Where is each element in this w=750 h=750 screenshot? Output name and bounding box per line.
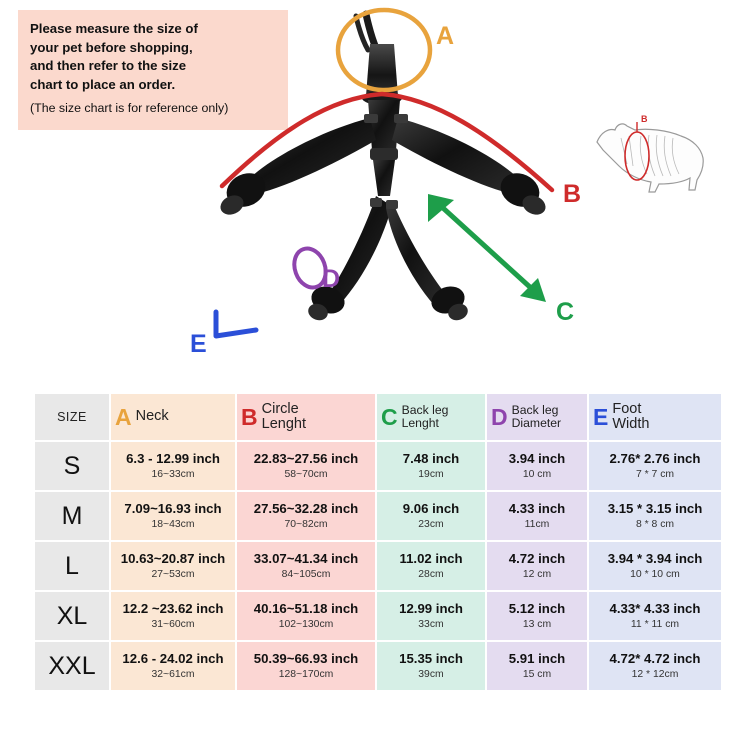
header-letter-e: E (593, 403, 609, 430)
cell-value: 4.33* 4.33 inch (609, 600, 701, 616)
cell-metric: 27~53cm (151, 568, 195, 580)
header-foot-title: Foot (612, 400, 642, 417)
cell-xl-neck (111, 592, 235, 640)
cell-metric: 7 * 7 cm (635, 468, 675, 480)
cell-metric: 10 cm (522, 468, 552, 480)
row-size-l: L (35, 542, 109, 590)
header-circle-title2: Lenght (261, 416, 306, 432)
table-row (35, 442, 721, 490)
cell-s-foot-width (589, 442, 721, 490)
cell-m-neck (111, 492, 235, 540)
cell-metric: 84~105cm (281, 568, 331, 580)
cell-value: 12.2 ~23.62 inch (122, 600, 224, 616)
row-size-m: M (35, 492, 109, 540)
cell-l-circle (237, 542, 375, 590)
cell-metric: 23cm (418, 518, 444, 530)
header-letter-b: B (241, 403, 258, 430)
cell-value: 33.07~41.34 inch (253, 550, 359, 566)
header-letter-d: D (491, 403, 508, 430)
cell-xxl-neck (111, 642, 235, 690)
cell-s-backleg-diameter (487, 442, 587, 490)
callout-d: D (322, 265, 341, 293)
cell-value: 12.6 - 24.02 inch (122, 650, 224, 666)
table-header-row (35, 394, 721, 440)
cell-metric: 11cm (524, 518, 550, 530)
notice-line-2: your pet before shopping, (30, 39, 193, 55)
header-diameter-title2: Diameter (511, 416, 562, 430)
cell-metric: 70~82cm (284, 518, 328, 530)
cell-xxl-foot-width (589, 642, 721, 690)
cell-s-circle (237, 442, 375, 490)
cell-metric: 8 * 8 cm (635, 518, 675, 530)
callout-c: C (556, 298, 575, 326)
notice-line-5: (The size chart is for reference only) (30, 100, 229, 115)
table-row (35, 542, 721, 590)
cell-metric: 128~170cm (278, 668, 334, 680)
cell-metric: 19cm (418, 468, 444, 480)
dog-diagram-label: B (641, 114, 648, 124)
cell-s-neck (111, 442, 235, 490)
cell-value: 5.91 inch (508, 650, 566, 666)
size-chart-table (33, 392, 723, 692)
header-neck (111, 394, 235, 440)
cell-value: 10.63~20.87 inch (120, 550, 226, 566)
notice-line-1: Please measure the size of (30, 21, 198, 36)
cell-value: 22.83~27.56 inch (253, 450, 359, 466)
row-size-xl: XL (35, 592, 109, 640)
cell-metric: 33cm (418, 618, 444, 630)
cell-l-foot-width (589, 542, 721, 590)
cell-value: 7.09~16.93 inch (124, 500, 222, 516)
dog-anatomy-diagram (583, 108, 718, 200)
header-circle-title: Circle (261, 400, 299, 417)
header-foot-title2: Width (612, 416, 650, 432)
cell-metric: 13 cm (522, 618, 552, 630)
cell-value: 6.3 - 12.99 inch (126, 450, 220, 466)
header-letter-c: C (381, 403, 398, 430)
cell-m-backleg-length (377, 492, 485, 540)
cell-l-backleg-length (377, 542, 485, 590)
cell-xl-backleg-length (377, 592, 485, 640)
cell-metric: 11 * 11 cm (630, 618, 680, 630)
product-photo (170, 0, 600, 380)
header-backleg-title2: Lenght (401, 416, 439, 430)
cell-metric: 31~60cm (151, 618, 195, 630)
cell-value: 4.33 inch (508, 500, 566, 516)
cell-l-backleg-diameter (487, 542, 587, 590)
cell-metric: 102~130cm (278, 618, 334, 630)
cell-value: 2.76* 2.76 inch (609, 450, 701, 466)
cell-value: 40.16~51.18 inch (253, 600, 359, 616)
cell-value: 7.48 inch (402, 450, 460, 466)
row-size-s: S (35, 442, 109, 490)
cell-value: 27.56~32.28 inch (253, 500, 359, 516)
cell-value: 11.02 inch (399, 550, 463, 566)
cell-xl-foot-width (589, 592, 721, 640)
notice-line-3: and then refer to the size (30, 58, 187, 74)
cell-m-circle (237, 492, 375, 540)
row-size-xxl: XXL (35, 642, 109, 690)
cell-value: 12.99 inch (399, 600, 463, 616)
cell-metric: 28cm (418, 568, 444, 580)
cell-value: 4.72 inch (508, 550, 566, 566)
table-row (35, 642, 721, 690)
header-neck-title: Neck (135, 408, 169, 425)
cell-metric: 32~61cm (151, 668, 195, 680)
cell-metric: 39cm (418, 668, 444, 680)
cell-value: 3.94 * 3.94 inch (607, 550, 703, 566)
header-foot-width (589, 394, 721, 440)
cell-value: 3.94 inch (508, 450, 566, 466)
cell-l-neck (111, 542, 235, 590)
cell-metric: 15 cm (522, 668, 552, 680)
cell-s-backleg-length (377, 442, 485, 490)
cell-metric: 12 cm (522, 568, 552, 580)
cell-value: 4.72* 4.72 inch (609, 650, 701, 666)
cell-xl-backleg-diameter (487, 592, 587, 640)
table-row (35, 492, 721, 540)
callout-a: A (436, 22, 455, 50)
cell-value: 5.12 inch (508, 600, 566, 616)
cell-metric: 12 * 12cm (631, 668, 679, 680)
cell-value: 50.39~66.93 inch (253, 650, 359, 666)
cell-metric: 10 * 10 cm (630, 568, 680, 580)
header-size: SIZE (35, 394, 109, 440)
cell-value: 3.15 * 3.15 inch (607, 500, 703, 516)
header-diameter-title: Back leg (511, 402, 559, 417)
callout-b: B (563, 180, 582, 208)
header-letter-a: A (115, 403, 132, 430)
cell-m-foot-width (589, 492, 721, 540)
cell-xxl-backleg-length (377, 642, 485, 690)
cell-xxl-circle (237, 642, 375, 690)
cell-xxl-backleg-diameter (487, 642, 587, 690)
callout-e: E (190, 330, 207, 358)
cell-metric: 18~43cm (151, 518, 195, 530)
notice-line-4: chart to place an order. (30, 77, 176, 93)
header-back-leg-diameter (487, 394, 587, 440)
cell-xl-circle (237, 592, 375, 640)
header-circle-length (237, 394, 375, 440)
cell-value: 9.06 inch (402, 500, 460, 516)
cell-metric: 58~70cm (284, 468, 328, 480)
cell-metric: 16~33cm (151, 468, 195, 480)
header-back-leg-length (377, 394, 485, 440)
cell-value: 15.35 inch (399, 650, 463, 666)
header-backleg-title: Back leg (401, 402, 449, 417)
cell-m-backleg-diameter (487, 492, 587, 540)
table-row (35, 592, 721, 640)
